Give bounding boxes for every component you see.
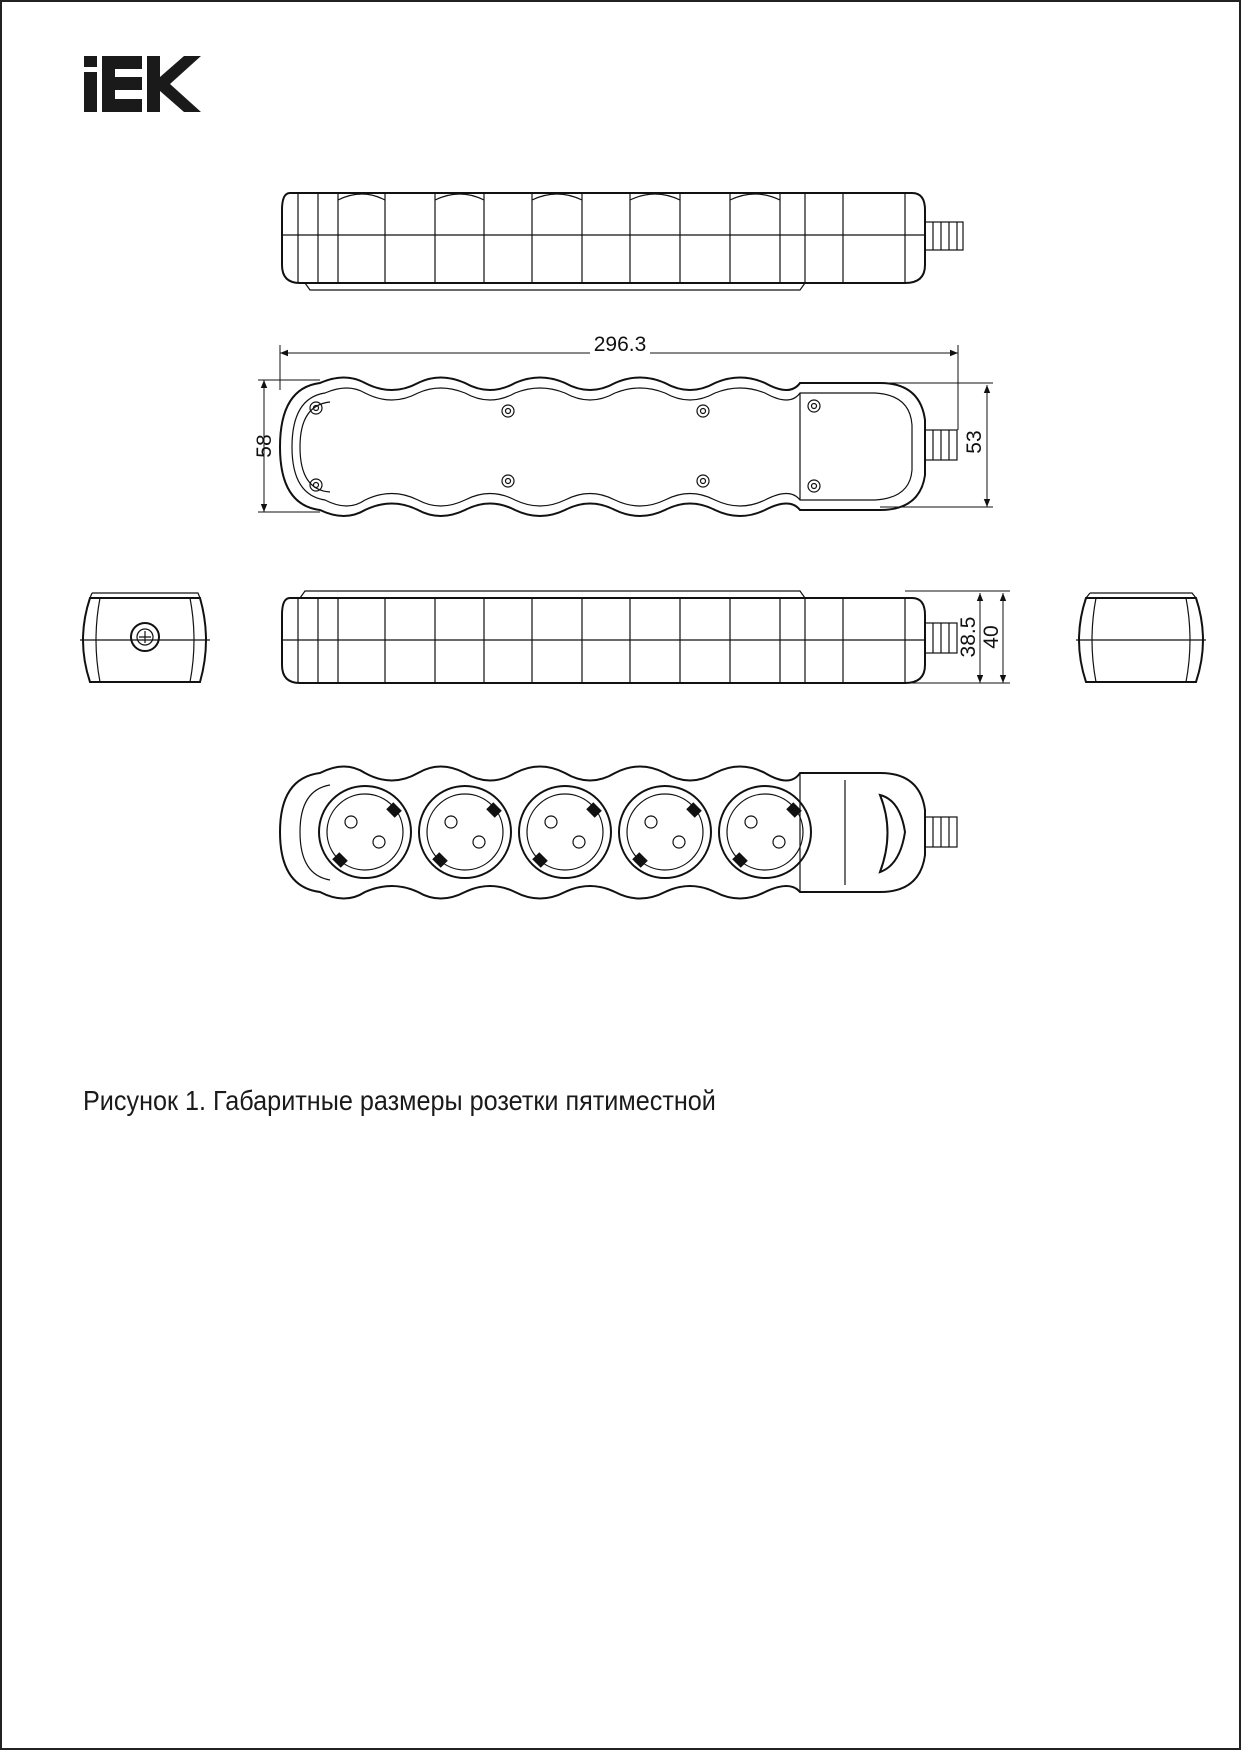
view-front-sockets	[280, 767, 957, 899]
rib-lines-top	[338, 193, 843, 283]
pin-hole	[773, 836, 785, 848]
pin-hole	[645, 816, 657, 828]
view-top-elevation	[282, 193, 963, 290]
pin-hole	[673, 836, 685, 848]
socket-4	[619, 786, 711, 878]
socket-2	[419, 786, 511, 878]
pin-hole	[373, 836, 385, 848]
pin-hole	[473, 836, 485, 848]
dim-height-total-label: 40	[980, 625, 1003, 649]
power-switch	[880, 795, 905, 872]
socket-5	[719, 786, 811, 878]
cable-gland-front	[925, 817, 957, 847]
pin-hole	[345, 816, 357, 828]
dim-width-outer-label: 58	[253, 434, 276, 458]
cable-gland-plan	[925, 430, 957, 460]
socket-rim	[319, 786, 411, 878]
screw-holes	[310, 400, 820, 492]
dim-length-label: 296.3	[593, 333, 647, 356]
cable-gland-side	[925, 623, 957, 653]
pin-hole	[745, 816, 757, 828]
socket-3	[519, 786, 611, 878]
dim-width-inner-label: 53	[963, 430, 986, 454]
view-right-end	[1076, 593, 1206, 682]
figure-caption: Рисунок 1. Габаритные размеры розетки пятиместной	[83, 1085, 716, 1116]
socket-rim	[619, 786, 711, 878]
socket-rim	[719, 786, 811, 878]
socket-1	[319, 786, 411, 878]
view-back-plan	[253, 333, 993, 516]
socket-group	[319, 786, 811, 878]
cable-gland-top	[925, 222, 963, 250]
view-side-elevation	[282, 591, 1010, 683]
view-left-end	[80, 593, 210, 682]
socket-rim	[419, 786, 511, 878]
dim-height-body-label: 38.5	[957, 616, 980, 658]
pin-hole	[573, 836, 585, 848]
socket-rim	[519, 786, 611, 878]
pin-hole	[445, 816, 457, 828]
pin-hole	[545, 816, 557, 828]
